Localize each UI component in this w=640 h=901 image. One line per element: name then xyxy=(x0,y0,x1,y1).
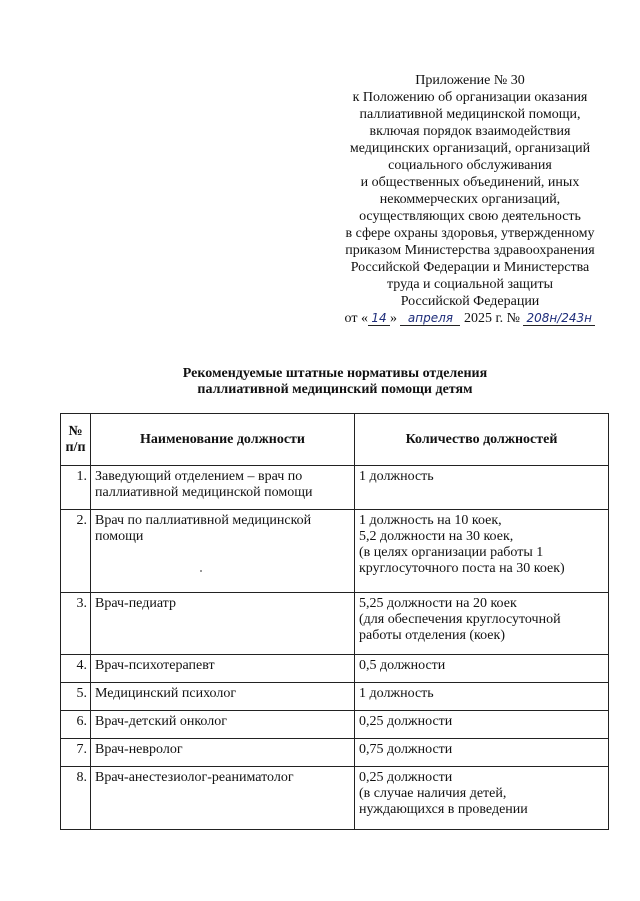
quantity-line: 1 должность xyxy=(359,686,434,701)
row-quantity xyxy=(355,683,609,711)
title-line-1: Рекомендуемые штатные нормативы отделения xyxy=(182,366,488,381)
table-row xyxy=(61,711,609,739)
row-quantity xyxy=(355,739,609,767)
header-number-line-2: п/п xyxy=(65,439,86,455)
scan-speck xyxy=(200,570,202,572)
quantity-line: 0,75 должности xyxy=(359,742,453,757)
quantity-line: 0,25 должности xyxy=(359,770,453,785)
appendix-line: включая порядок взаимодействия xyxy=(369,124,571,139)
appendix-header xyxy=(325,72,615,327)
appendix-line: и общественных объединений, иных xyxy=(360,175,580,190)
quantity-line: нуждающихся в проведении xyxy=(359,802,528,817)
quantity-line: 0,5 должности xyxy=(359,658,446,673)
appendix-line: паллиативной медицинской помощи, xyxy=(359,107,581,122)
order-date-line xyxy=(325,310,615,327)
appendix-line: Российской Федерации xyxy=(400,294,540,309)
quantity-line: 5,2 должности на 30 коек, xyxy=(359,529,514,544)
row-quantity xyxy=(355,711,609,739)
table-row xyxy=(61,683,609,711)
date-year: 2025 г. № xyxy=(463,311,520,326)
appendix-line: приказом Министерства здравоохранения xyxy=(345,243,595,258)
appendix-line: осуществляющих свою деятельность xyxy=(359,209,581,224)
title-line-2: паллиативной медицинский помощи детям xyxy=(197,382,473,397)
table-row xyxy=(61,593,609,655)
row-number: 2. xyxy=(61,510,91,593)
quantity-line: (для обеспечения круглосуточной работы отделения (коек) xyxy=(359,612,561,643)
row-position: Врач по паллиативной медицинской помощи xyxy=(91,510,355,593)
header-quantity: Количество должностей xyxy=(355,414,609,466)
table-row xyxy=(61,510,609,593)
table-header-row xyxy=(61,414,609,466)
appendix-line: Российской Федерации и Министерства xyxy=(350,260,590,275)
row-number: 8. xyxy=(61,767,91,830)
handwritten-order-number: 208н/243н xyxy=(523,311,595,326)
row-quantity xyxy=(355,655,609,683)
appendix-line: социального обслуживания xyxy=(388,158,552,173)
row-position: Врач-педиатр xyxy=(91,593,355,655)
row-position: Медицинский психолог xyxy=(91,683,355,711)
row-position: Врач-психотерапевт xyxy=(91,655,355,683)
row-position: Заведующий отделением – врач по паллиативной медицинской помощи xyxy=(91,466,355,510)
handwritten-month: апреля xyxy=(400,311,460,326)
appendix-line: труда и социальной защиты xyxy=(387,277,553,292)
table-row xyxy=(61,655,609,683)
row-number: 1. xyxy=(61,466,91,510)
date-close: » xyxy=(389,311,397,326)
row-quantity xyxy=(355,510,609,593)
row-position: Врач-невролог xyxy=(91,739,355,767)
row-number: 6. xyxy=(61,711,91,739)
row-quantity xyxy=(355,466,609,510)
table-row xyxy=(61,767,609,830)
document-title xyxy=(130,366,540,398)
appendix-line: некоммерческих организаций, xyxy=(379,192,561,207)
handwritten-day: 14 xyxy=(368,311,390,326)
table-row xyxy=(61,466,609,510)
appendix-line: Приложение № 30 xyxy=(415,73,525,88)
date-prefix: от « xyxy=(344,311,368,326)
row-position: Врач-детский онколог xyxy=(91,711,355,739)
row-number: 3. xyxy=(61,593,91,655)
quantity-line: 1 должность на 10 коек, xyxy=(359,513,502,528)
header-number xyxy=(61,414,91,466)
row-number: 4. xyxy=(61,655,91,683)
quantity-line: 0,25 должности xyxy=(359,714,453,729)
quantity-line: 5,25 должности на 20 коек xyxy=(359,596,517,611)
staffing-table xyxy=(60,413,609,830)
row-position: Врач-анестезиолог-реаниматолог xyxy=(91,767,355,830)
row-quantity xyxy=(355,593,609,655)
row-number: 7. xyxy=(61,739,91,767)
appendix-line: медицинских организаций, организаций xyxy=(349,141,591,156)
header-position: Наименование должности xyxy=(91,414,355,466)
quantity-line: (в целях организации работы 1 круглосуточного поста на 30 коек) xyxy=(359,545,565,576)
appendix-line: к Положению об организации оказания xyxy=(352,90,588,105)
table-row xyxy=(61,739,609,767)
row-number: 5. xyxy=(61,683,91,711)
appendix-line: в сфере охраны здоровья, утвержденному xyxy=(345,226,595,241)
quantity-line: 1 должность xyxy=(359,469,434,484)
row-quantity xyxy=(355,767,609,830)
quantity-line: (в случае наличия детей, xyxy=(359,786,507,801)
header-number-line-1: № xyxy=(68,423,83,439)
